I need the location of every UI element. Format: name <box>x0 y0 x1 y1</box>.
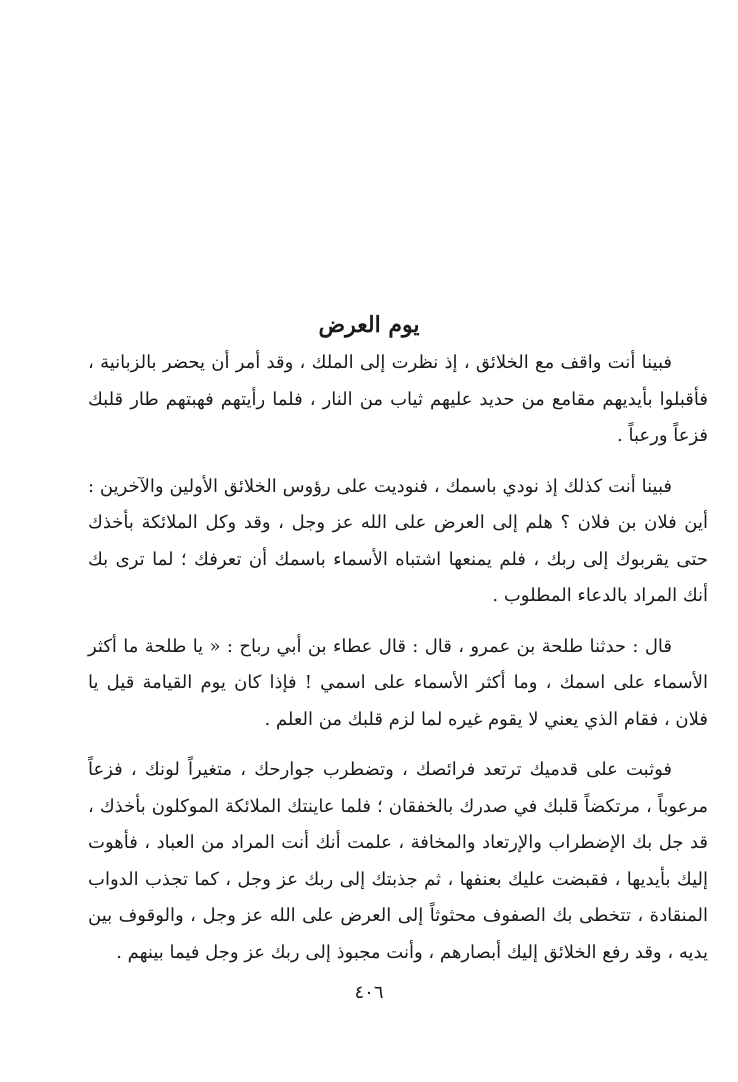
page-number: ٤٠٦ <box>354 982 384 1003</box>
page-title: يوم العرض <box>318 312 420 338</box>
paragraph-1: فبينا أنت واقف مع الخلائق ، إذ نظرت إلى الملك ، وقد أمر أن يحضر بالزبانية ، فأقبلوا بأيديهم مقامع من حديد عليهم ثياب من النار ، فلما رأيتهم فهبتهم طار قلبك فزعاً ورعباً . <box>88 352 708 446</box>
paragraph-4: فوثبت على قدميك ترتعد فرائصك ، وتضطرب جوارحك ، متغيراً لونك ، فزعاً مرعوباً ، مرتكضاً قلبك في صدرك بالخفقان ؛ فلما عاينتك الملائكة الموكلون بأخذك ، قد جل بك الإضطراب والإرتعاد والمخافة ، علمت أنك أنت المراد من العباد ، فأهوت إليك بأيديها ، فقبضت عليك بعنفها ، ثم جذبتك إلى ربك عز وجل ، كما تجذب الدواب المنقادة ، تتخطى بك الصفوف محثوثاً إلى العرض على الله عز وجل ، والوقوف بين يديه ، وقد رفع الخلائق إليك أبصارهم ، وأنت مجبوذ إلى ربك عز وجل فيما بينهم . <box>88 759 708 963</box>
paragraph-3: قال : حدثنا طلحة بن عمرو ، قال : قال عطاء بن أبي رباح : « يا طلحة ما أكثر الأسماء على اسمك ، وما أكثر الأسماء على اسمي ! فإذا كان يوم القيامة قيل يا فلان ، فقام الذي يعني لا يقوم غيره لما لزم قلبك من العلم . <box>88 635 708 730</box>
paragraph-2: فبينا أنت كذلك إذ نودي باسمك ، فنوديت على رؤوس الخلائق الأولين والآخرين : أين فلان بن فلان ؟ هلم إلى العرض على الله عز وجل ، وقد وكل الملائكة بأخذك حتى يقربوك إلى ربك ، فلم يمنعها اشتباه الأسماء باسمك أن تعرفك ؛ لما ترى بك أنك المراد بالدعاء المطلوب . <box>88 475 708 606</box>
body-text <box>88 345 708 985</box>
